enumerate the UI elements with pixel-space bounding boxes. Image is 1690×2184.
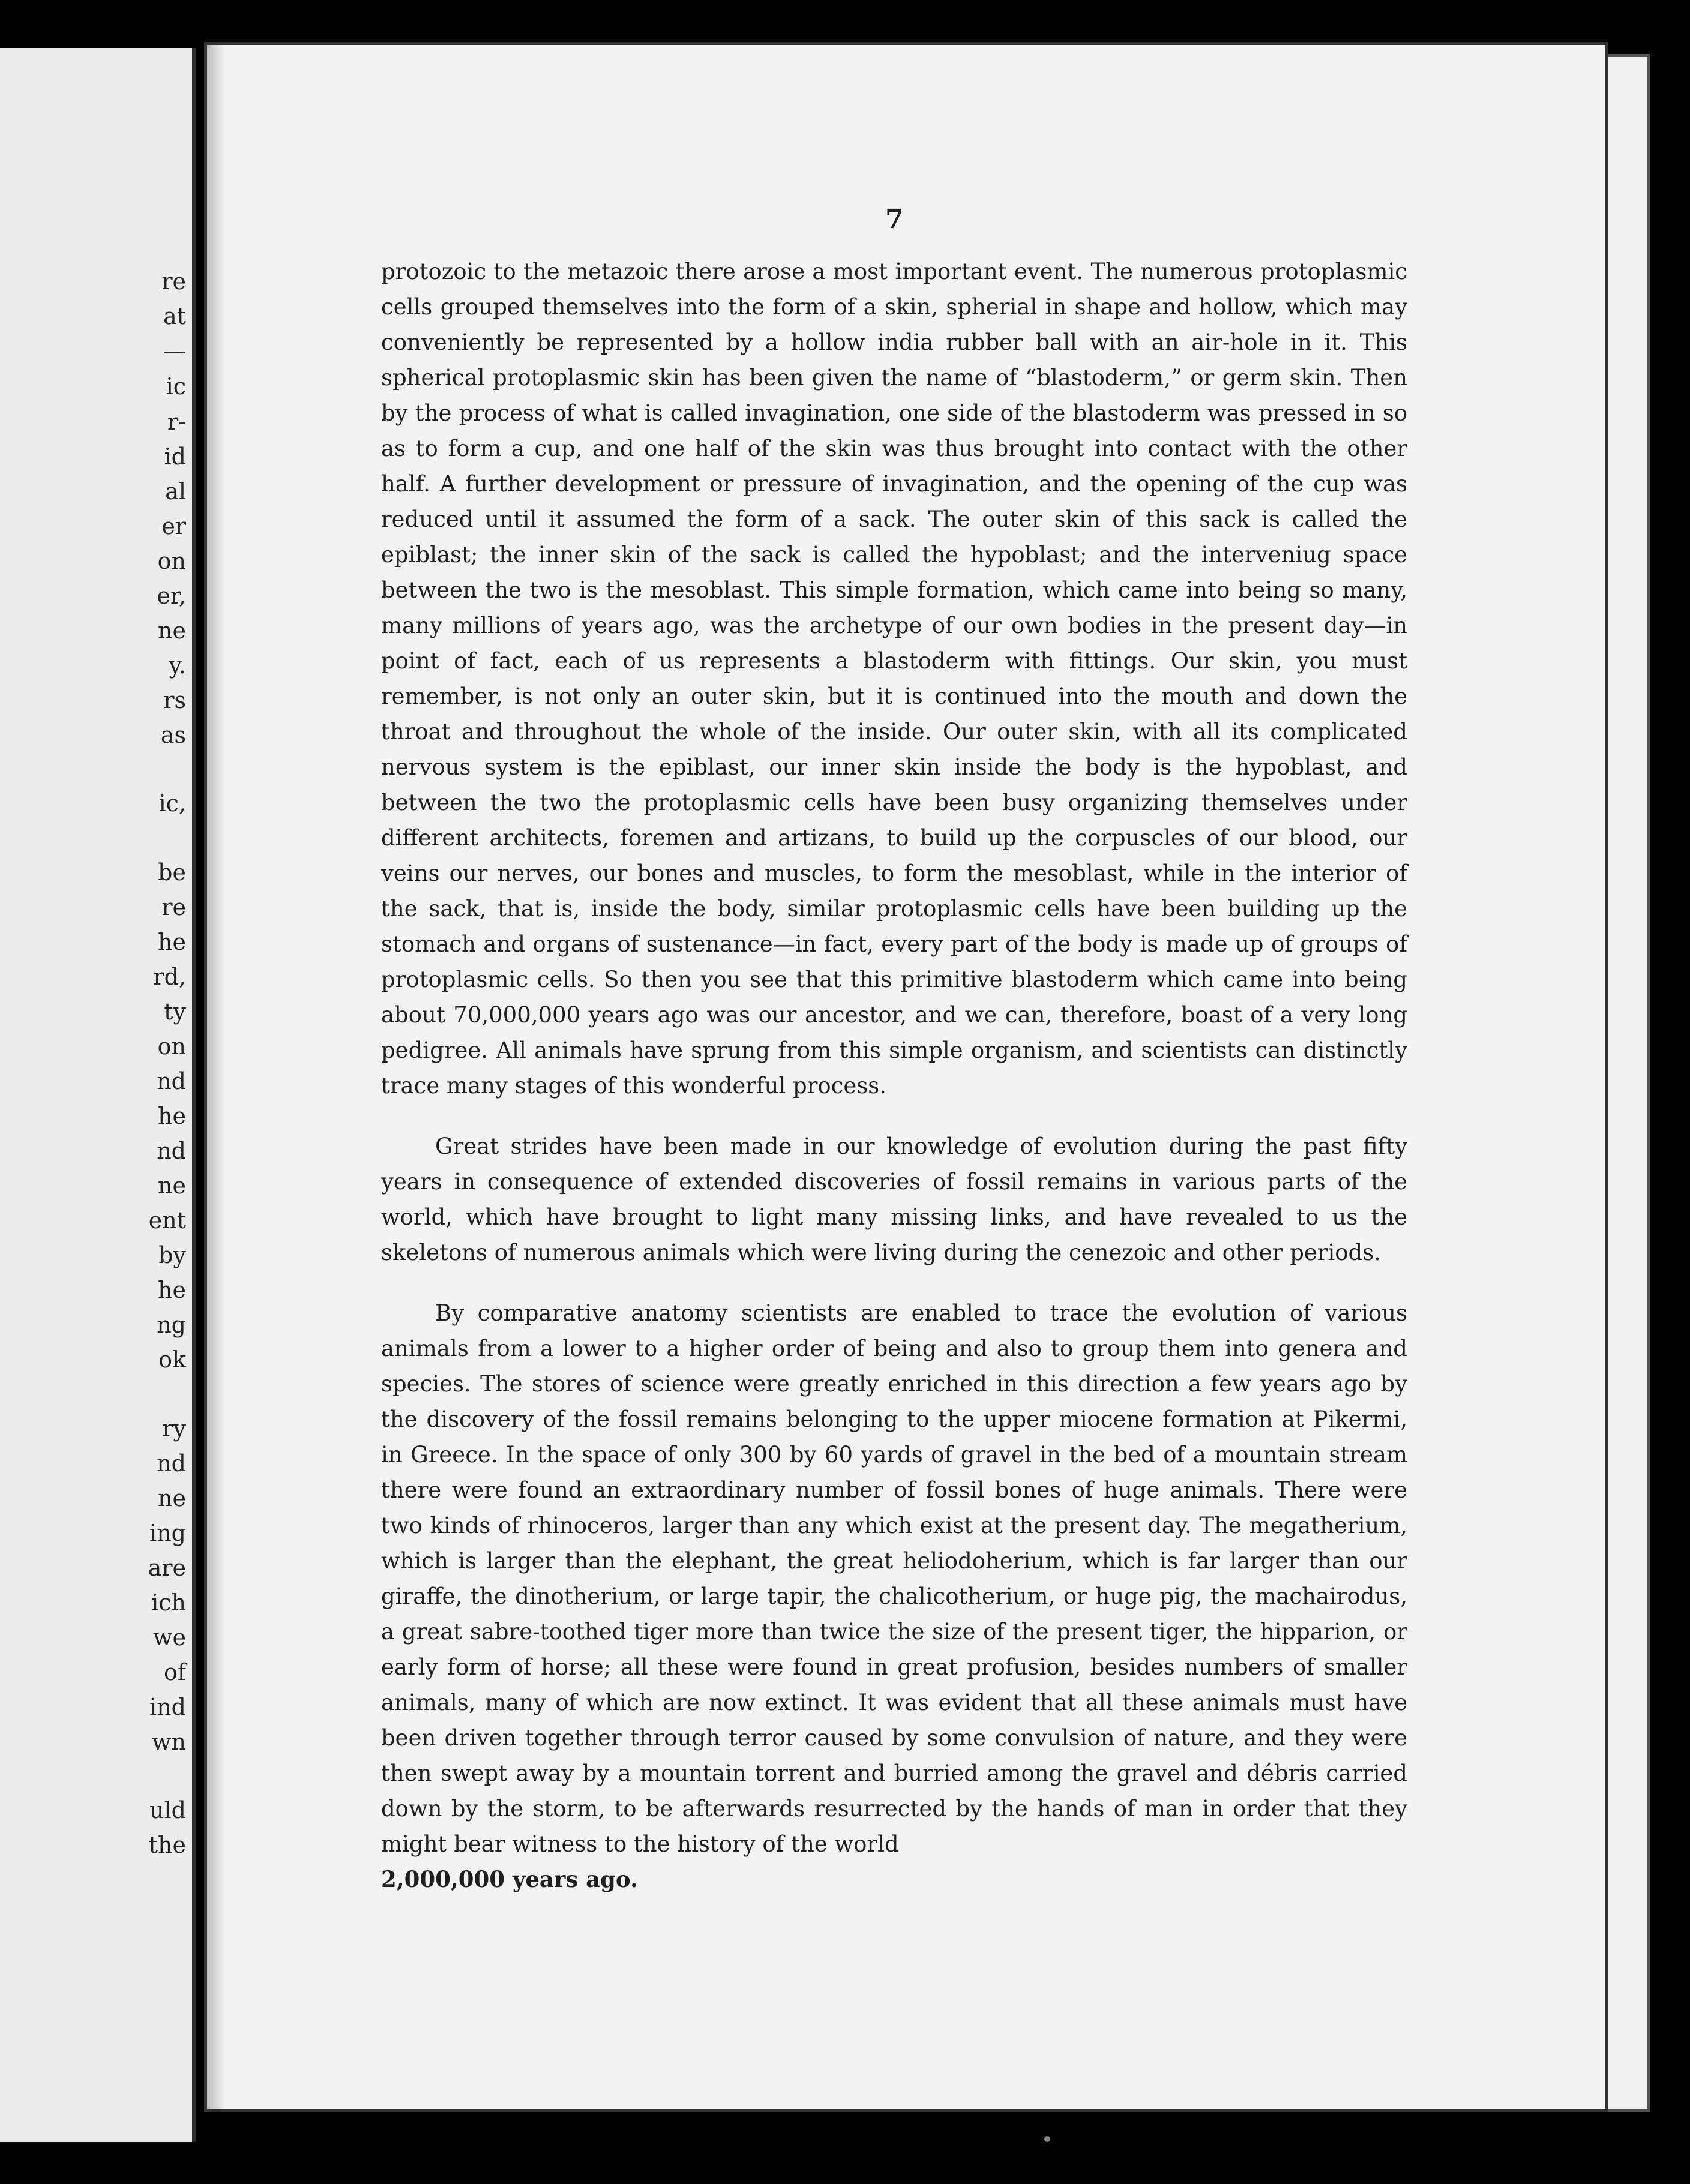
gutter-shadow	[207, 45, 225, 2109]
left-margin-fragment: he	[158, 1277, 186, 1303]
left-margin-fragment: —	[163, 338, 186, 364]
left-margin-fragment: er	[161, 513, 186, 539]
left-margin-fragment: r-	[167, 409, 186, 435]
left-margin-fragment: ic	[166, 373, 186, 400]
paragraph: By comparative anatomy scientists are enabled to trace the evolution of various animals from a lower to a higher order of being and also to group them into genera and species. The stores of science were greatly enriched in this direction a few years ago by the discovery of the fossil remains belonging to the upper miocene formation at Pikermi, in Greece. In the space of only 300 by 60 yards of gravel in the bed of a mountain stream there were found an extraordinary number of fossil bones of huge animals. There were two kinds of rhinoceros, larger than any which exist at the present day. The megatherium, which is larger than the elephant, the great heliodoherium, which is far larger than our giraffe, the dinotherium, or large tapir, the chalicotherium, or huge pig, the machairodus, a great sabre-toothed tiger more than twice the size of the present tiger, the hipparion, or early form of horse; all these were found in great profusion, besides numbers of smaller animals, many of which are now extinct. It was evident that all these animals must have been driven together through terror caused by some convulsion of nature, and they were then swept away by a mountain torrent and burried among the gravel and débris carried down by the storm, to be afterwards resurrected by the hands of man in order that they might bear witness to the history of the world	[381, 1300, 1407, 1857]
left-margin-fragment: ne	[158, 1172, 186, 1199]
left-margin-fragment: re	[161, 268, 186, 295]
left-margin-fragment: ich	[151, 1589, 186, 1616]
left-margin-fragment: as	[160, 722, 186, 748]
left-margin-fragment: be	[158, 859, 186, 886]
left-margin-fragment: ry	[162, 1415, 186, 1442]
paragraph: Great strides have been made in our knowledge of evolution during the past fifty years in consequence of extended discoveries of fossil remains in various parts of the world, which have brought to light many missing links, and have revealed to us the skeletons of numerous animals which were living during the cenezoic and other periods.	[381, 1133, 1407, 1265]
left-page	[0, 48, 196, 2142]
left-margin-fragment: rd,	[153, 964, 186, 990]
left-margin-fragment: ing	[149, 1520, 186, 1546]
left-margin-fragment: nd	[157, 1068, 186, 1094]
left-margin-fragment: nd	[157, 1138, 186, 1164]
left-margin-fragment: on	[157, 1033, 186, 1060]
left-margin-fragment: ne	[158, 617, 186, 644]
left-margin-fragment: er,	[157, 583, 186, 609]
left-margin-fragment: ne	[158, 1485, 186, 1511]
left-margin-fragment: y.	[169, 652, 186, 679]
scan-speck	[1044, 2136, 1050, 2142]
left-margin-fragment: ind	[149, 1694, 186, 1720]
left-margin-fragment: we	[152, 1624, 186, 1651]
left-margin-fragment: of	[164, 1659, 186, 1685]
left-margin-fragment: at	[163, 303, 186, 329]
left-margin-fragment: uld	[149, 1797, 186, 1823]
left-margin-fragment: re	[161, 894, 186, 920]
left-margin-fragment: ic,	[158, 790, 186, 817]
left-margin-fragment: nd	[157, 1450, 186, 1477]
paragraph: protozoic to the metazoic there arose a most important event. The numerous protoplasmic cells grouped themselves into the form of a skin, spherial in shape and hollow, which may conveniently be represented by a hollow india rubber ball with an air-hole in it. This spherical protoplasmic skin has been given the name of “blastoderm,” or germ skin. Then by the process of what is called invagination, one side of the blastoderm was pressed in so as to form a cup, and one half of the skin was thus brought into contact with the other half. A further development or pressure of invagination, and the opening of the cup was reduced until it assumed the form of a sack. The outer skin of this sack is called the epiblast; the inner skin of the sack is called the hypoblast; and the interveniug space between the two is the mesoblast. This simple formation, which came into being so many, many millions of years ago, was the archetype of our own bodies in the present day—in point of fact, each of us represents a blastoderm with fittings. Our skin, you must remember, is not only an outer skin, but it is continued into the mouth and down the throat and throughout the whole of the inside. Our outer skin, with all its complicated nervous system is the epiblast, our inner skin inside the body is the hypoblast, and between the two the protoplasmic cells have been busy organizing themselves under different architects, foremen and artizans, to build up the corpuscles of our blood, our veins our nerves, our bones and muscles, to form the mesoblast, while in the interior of the sack, that is, inside the body, similar protoplasmic cells have been building up the stomach and organs of sustenance—in fact, every part of the body is made up of groups of protoplasmic cells. So then you see that this primitive blastoderm which came into being about 70,000,000 years ago was our ancestor, and we can, therefore, boast of a very long pedigree. All animals have sprung from this simple organism, and scientists can distinctly trace many stages of this wonderful process.	[381, 259, 1407, 1099]
left-margin-fragment: ty	[164, 998, 186, 1025]
left-margin-fragment: he	[158, 929, 186, 955]
left-margin-fragment: on	[157, 548, 186, 574]
page-number: 7	[885, 204, 904, 235]
left-margin-fragment: rs	[163, 687, 186, 713]
left-margin-fragment: by	[158, 1242, 186, 1268]
left-margin-fragment: id	[164, 443, 186, 470]
left-margin-fragment: he	[158, 1103, 186, 1129]
left-margin-fragment: ok	[158, 1346, 186, 1373]
text-body	[381, 254, 1407, 1897]
left-margin-fragment: the	[148, 1832, 186, 1858]
left-margin-fragment: ng	[157, 1312, 186, 1338]
left-margin-fragment: ent	[148, 1207, 186, 1234]
left-margin-fragment: are	[148, 1555, 186, 1581]
main-page	[204, 42, 1608, 2112]
paragraph-tail: 2,000,000 years ago.	[381, 1866, 638, 1892]
left-margin-fragment: wn	[152, 1729, 186, 1755]
left-margin-fragment: al	[165, 478, 186, 505]
